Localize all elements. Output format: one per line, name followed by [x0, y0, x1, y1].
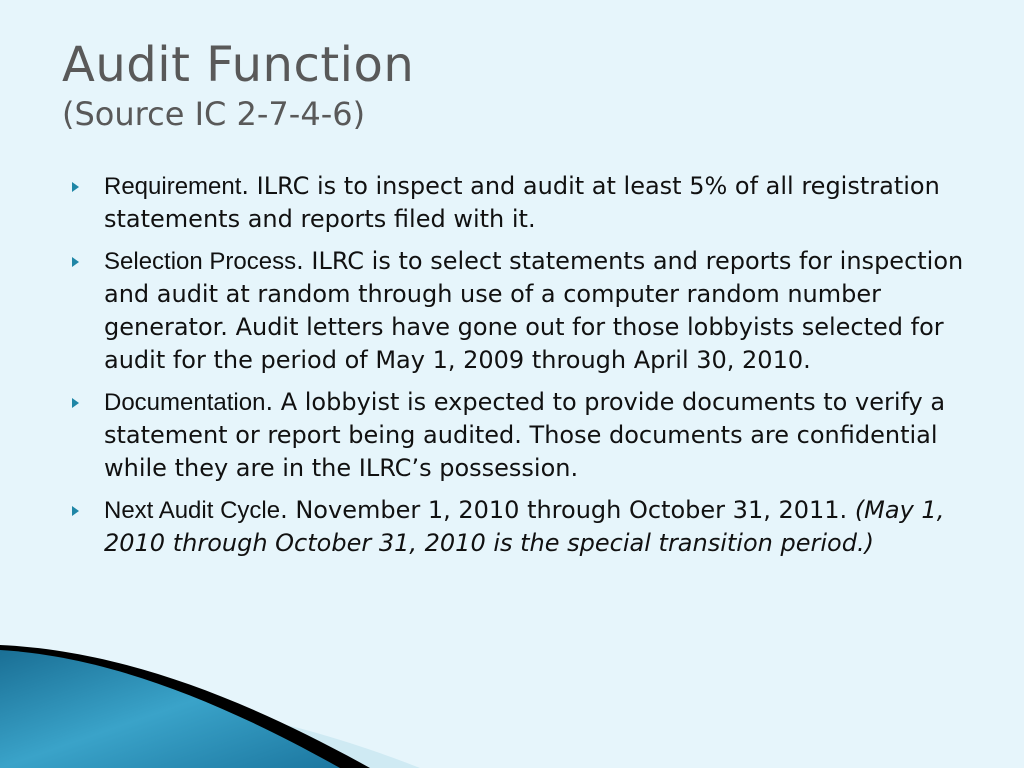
item-term: Next Audit Cycle	[104, 497, 281, 524]
bullet-list	[72, 170, 972, 569]
item-text: A lobbyist is expected to provide documents to verify a statement or report being audited. Those documents are confidential while they are in the ILRC’s possession.	[104, 388, 946, 482]
item-sep: .	[241, 172, 250, 200]
swoosh-blue-band	[0, 650, 340, 768]
item-text: ILRC is to select statements and reports for inspection and audit at random through use of a computer random number generator. Audit letters have gone out for those lobbyists selected for audit for the period of May 1, 2009 through April 30, 2010.	[104, 247, 964, 374]
item-text: ILRC is to inspect and audit at least 5% of all registration statements and reports filed with it.	[104, 172, 940, 233]
slide-title: Audit Function	[62, 37, 415, 93]
triangle-bullet-icon	[72, 398, 79, 408]
list-item	[72, 170, 972, 236]
title-block	[62, 36, 414, 134]
item-text: November 1, 2010 through October 31, 2011.	[287, 496, 855, 524]
list-item	[72, 494, 972, 560]
item-sep: .	[296, 247, 304, 275]
triangle-bullet-icon	[72, 257, 79, 267]
triangle-bullet-icon	[72, 506, 79, 516]
item-term: Documentation	[104, 389, 266, 416]
slide-subtitle: (Source IC 2-7-4-6)	[62, 95, 366, 133]
list-item	[72, 245, 972, 377]
list-item	[72, 386, 972, 485]
item-term: Selection Process	[104, 248, 297, 275]
item-term: Requirement	[104, 173, 242, 200]
item-italic-note: (May 1, 2010 through October 31, 2010 is the special transition period.)	[104, 496, 945, 557]
triangle-bullet-icon	[72, 182, 79, 192]
item-sep: .	[280, 496, 288, 524]
item-sep: .	[265, 388, 274, 416]
